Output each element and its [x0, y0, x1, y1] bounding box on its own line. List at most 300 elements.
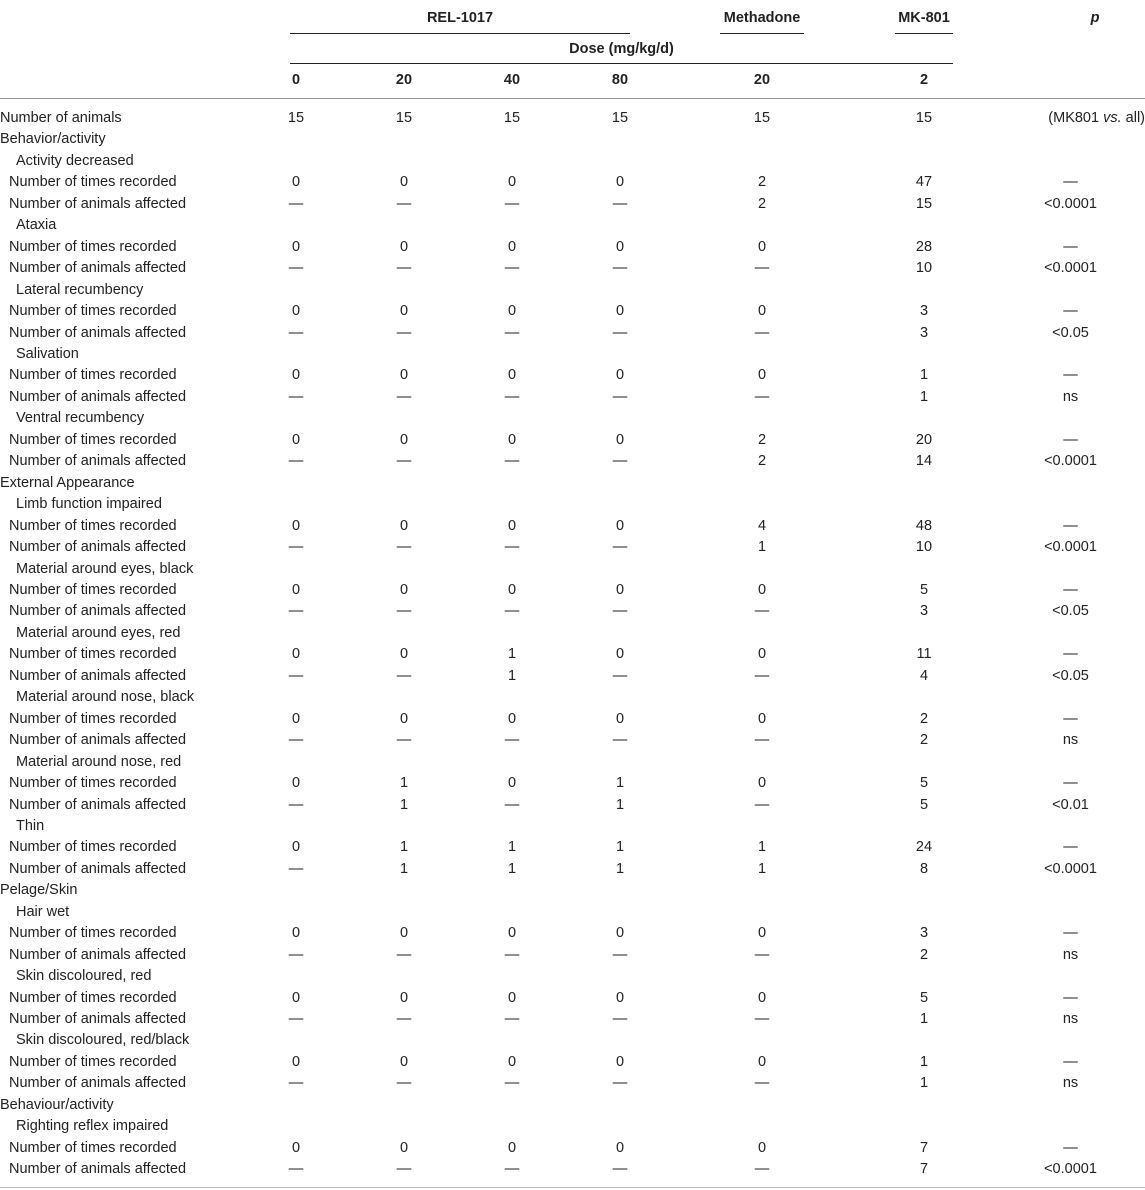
table-row	[0, 387, 1145, 408]
cell-value: 4	[919, 667, 929, 684]
cell-value	[852, 559, 996, 580]
dose-value: 0	[291, 72, 301, 88]
cell-value: —	[612, 1075, 628, 1092]
p-value	[996, 473, 1145, 494]
cell-value: 1	[757, 539, 767, 556]
cell-value: 0	[507, 710, 517, 727]
cell-value: —	[504, 732, 520, 749]
cell-value	[672, 408, 852, 429]
cell-value	[352, 215, 456, 236]
cell-value: —	[754, 1075, 770, 1092]
cell-value: —	[504, 324, 520, 341]
cell-value: 15	[395, 110, 413, 126]
category-row	[0, 129, 1145, 150]
row-label: Number of times recorded	[9, 989, 177, 1006]
cell-value: 1	[399, 860, 409, 877]
row-label: Number of animals affected	[9, 796, 187, 813]
row-label: Number of animals affected	[9, 946, 187, 963]
cell-value: 1	[919, 388, 929, 405]
cell-value: 0	[757, 238, 767, 255]
cell-value: 0	[399, 431, 409, 448]
cell-value	[352, 129, 456, 150]
cell-value: 48	[915, 517, 933, 534]
p-value: —	[1063, 581, 1078, 598]
table-row	[0, 601, 1145, 622]
cell-value	[672, 473, 852, 494]
cell-value: 1	[919, 367, 929, 384]
cell-value: —	[504, 603, 520, 620]
cell-value: 0	[399, 303, 409, 320]
cell-value: 3	[919, 603, 929, 620]
cell-value: 2	[757, 174, 767, 191]
p-value: —	[1063, 174, 1078, 191]
cell-value	[672, 623, 852, 644]
row-label: Skin discoloured, red	[16, 968, 152, 985]
cell-value: 0	[757, 1139, 767, 1156]
cell-value: 1	[399, 796, 409, 813]
row-label: Limb function impaired	[16, 496, 162, 513]
cell-value	[352, 1030, 456, 1051]
cell-value: 0	[507, 303, 517, 320]
row-label: Number of times recorded	[9, 775, 177, 792]
cell-value: 15	[753, 110, 771, 126]
cell-value	[240, 1095, 352, 1116]
category-row	[0, 1095, 1145, 1116]
cell-value: —	[396, 388, 412, 405]
table-row	[0, 773, 1145, 794]
p-value: <0.0001	[1044, 260, 1097, 277]
cell-value	[852, 1095, 996, 1116]
cell-value	[352, 344, 456, 365]
cell-value	[240, 1030, 352, 1051]
p-value: <0.0001	[1044, 453, 1097, 470]
p-value: ns	[1062, 388, 1079, 405]
table-row	[0, 1073, 1145, 1094]
cell-value: 3	[919, 303, 929, 320]
p-value	[996, 623, 1145, 644]
cell-value	[240, 1116, 352, 1137]
cell-value	[240, 408, 352, 429]
cell-value: —	[396, 667, 412, 684]
cell-value	[240, 623, 352, 644]
cell-value: 1	[399, 839, 409, 856]
p-value: <0.0001	[1044, 195, 1097, 212]
cell-value	[852, 880, 996, 901]
cell-value	[852, 280, 996, 301]
cell-value	[852, 473, 996, 494]
table-row	[0, 988, 1145, 1009]
subcategory-row	[0, 966, 1145, 987]
cell-value	[456, 344, 568, 365]
subcategory-row	[0, 559, 1145, 580]
cell-value: 1	[507, 860, 517, 877]
cell-value	[672, 1030, 852, 1051]
row-label: Skin discoloured, red/black	[16, 1032, 190, 1049]
row-label: Material around eyes, red	[16, 624, 181, 641]
cell-value	[568, 494, 672, 515]
cell-value: 0	[615, 710, 625, 727]
cell-value: 0	[291, 775, 301, 792]
cell-value: 47	[915, 174, 933, 191]
p-value	[996, 151, 1145, 172]
cell-value: —	[612, 667, 628, 684]
cell-value: —	[288, 1075, 304, 1092]
cell-value: 1	[399, 775, 409, 792]
methadone-underline	[720, 33, 804, 34]
cell-value: 0	[507, 989, 517, 1006]
cell-value: —	[754, 1161, 770, 1178]
row-label: Number of times recorded	[9, 367, 177, 384]
cell-value: —	[754, 260, 770, 277]
cell-value	[568, 752, 672, 773]
cell-value	[672, 816, 852, 837]
cell-value: 1	[919, 1075, 929, 1092]
subcategory-row	[0, 687, 1145, 708]
cell-value: —	[396, 946, 412, 963]
cell-value: 2	[757, 453, 767, 470]
cell-value	[568, 408, 672, 429]
table-bottom-rule	[0, 1187, 1145, 1188]
cell-value	[456, 816, 568, 837]
dose-value: 20	[395, 72, 413, 88]
cell-value: 0	[615, 303, 625, 320]
cell-value: 5	[919, 581, 929, 598]
cell-value: —	[754, 796, 770, 813]
cell-value	[852, 623, 996, 644]
cell-value	[456, 473, 568, 494]
cell-value: 0	[757, 367, 767, 384]
p-value: —	[1063, 710, 1078, 727]
cell-value: 0	[757, 646, 767, 663]
cell-value	[568, 280, 672, 301]
cell-value: 1	[615, 860, 625, 877]
cell-value: —	[288, 860, 304, 877]
p-value: —	[1063, 303, 1078, 320]
p-value: —	[1063, 367, 1078, 384]
cell-value: 1	[507, 667, 517, 684]
cell-value: 7	[919, 1139, 929, 1156]
cell-value: —	[396, 1161, 412, 1178]
cell-value: —	[504, 388, 520, 405]
header-mk801: MK-801	[898, 10, 950, 26]
table-row	[0, 923, 1145, 944]
cell-value	[352, 408, 456, 429]
cell-value: —	[396, 1011, 412, 1028]
table-row	[0, 194, 1145, 215]
cell-value	[568, 1116, 672, 1137]
cell-value: —	[612, 539, 628, 556]
cell-value: 0	[291, 303, 301, 320]
cell-value: 0	[399, 1053, 409, 1070]
table-row	[0, 537, 1145, 558]
cell-value: 0	[757, 775, 767, 792]
header-bottom-rule	[0, 98, 1145, 99]
cell-value	[852, 1030, 996, 1051]
cell-value: —	[288, 539, 304, 556]
cell-value	[672, 1095, 852, 1116]
p-value: —	[1063, 517, 1078, 534]
cell-value: 3	[919, 324, 929, 341]
cell-value: 0	[507, 517, 517, 534]
cell-value	[852, 816, 996, 837]
cell-value	[240, 966, 352, 987]
cell-value: —	[504, 1161, 520, 1178]
cell-value: 2	[919, 732, 929, 749]
cell-value: 2	[919, 710, 929, 727]
cell-value: —	[504, 796, 520, 813]
cell-value	[568, 559, 672, 580]
cell-value: 0	[291, 431, 301, 448]
rel1017-underline	[290, 33, 630, 34]
p-value	[996, 1095, 1145, 1116]
cell-value	[672, 752, 852, 773]
p-value: ns	[1062, 732, 1079, 749]
cell-value: —	[396, 732, 412, 749]
cell-value	[672, 687, 852, 708]
cell-value: 0	[291, 1053, 301, 1070]
dose-value: 20	[753, 72, 771, 88]
p-value	[996, 215, 1145, 236]
cell-value	[568, 151, 672, 172]
cell-value: 0	[291, 1139, 301, 1156]
cell-value: —	[396, 1075, 412, 1092]
table-row	[0, 451, 1145, 472]
p-value	[996, 752, 1145, 773]
cell-value: 0	[615, 367, 625, 384]
table-row	[0, 516, 1145, 537]
row-label: Number of animals affected	[9, 732, 187, 749]
row-label: Number of times recorded	[9, 517, 177, 534]
cell-value: —	[288, 453, 304, 470]
cell-value: 7	[919, 1161, 929, 1178]
cell-value	[456, 687, 568, 708]
cell-value: —	[288, 195, 304, 212]
cell-value: —	[754, 1011, 770, 1028]
cell-value: 0	[507, 431, 517, 448]
cell-value	[568, 129, 672, 150]
row-label: Number of animals affected	[9, 388, 187, 405]
row-label: Number of animals affected	[9, 260, 187, 277]
subcategory-row	[0, 280, 1145, 301]
p-value: —	[1063, 925, 1078, 942]
cell-value	[240, 880, 352, 901]
row-label: Number of animals affected	[9, 1011, 187, 1028]
cell-value	[568, 623, 672, 644]
cell-value: —	[754, 732, 770, 749]
cell-value: 1	[757, 839, 767, 856]
cell-value	[352, 623, 456, 644]
p-value: ns	[1062, 1075, 1079, 1092]
cell-value: 0	[399, 1139, 409, 1156]
cell-value: 1	[919, 1011, 929, 1028]
cell-value: 0	[615, 989, 625, 1006]
row-label: Number of animals affected	[9, 324, 187, 341]
cell-value	[240, 473, 352, 494]
cell-value	[456, 215, 568, 236]
row-label: Material around eyes, black	[16, 560, 194, 577]
table-row	[0, 237, 1145, 258]
cell-value: 0	[507, 238, 517, 255]
p-value: <0.0001	[1044, 539, 1097, 556]
table-row	[0, 301, 1145, 322]
cell-value: 0	[757, 710, 767, 727]
cell-value: —	[504, 1011, 520, 1028]
cell-value	[568, 966, 672, 987]
row-label: Number of times recorded	[9, 710, 177, 727]
cell-value	[852, 966, 996, 987]
cell-value: 0	[757, 303, 767, 320]
cell-value: —	[612, 388, 628, 405]
cell-value	[352, 280, 456, 301]
cell-value: 15	[915, 110, 933, 126]
cell-value: —	[396, 603, 412, 620]
p-value: ns	[1062, 1011, 1079, 1028]
cell-value: 5	[919, 989, 929, 1006]
cell-value: 0	[507, 1139, 517, 1156]
dose-value: 2	[919, 72, 929, 88]
p-value	[996, 408, 1145, 429]
cell-value: 0	[615, 174, 625, 191]
cell-value: 1	[507, 646, 517, 663]
cell-value: —	[612, 1011, 628, 1028]
cell-value	[352, 1095, 456, 1116]
p-value: —	[1063, 1139, 1078, 1156]
cell-value: 0	[615, 581, 625, 598]
cell-value: 1	[919, 1053, 929, 1070]
cell-value	[672, 966, 852, 987]
header-methadone: Methadone	[723, 10, 801, 26]
p-value: —	[1063, 839, 1078, 856]
cell-value	[352, 494, 456, 515]
p-value: —	[1063, 1053, 1078, 1070]
cell-value: 0	[399, 238, 409, 255]
header-dose-label: Dose (mg/kg/d)	[569, 41, 674, 57]
subcategory-row	[0, 494, 1145, 515]
cell-value: 0	[291, 710, 301, 727]
cell-value	[672, 215, 852, 236]
p-value: <0.0001	[1044, 860, 1097, 877]
table-row	[0, 172, 1145, 193]
cell-value: 0	[399, 646, 409, 663]
category-row	[0, 880, 1145, 901]
cell-value: —	[754, 388, 770, 405]
cell-value: —	[754, 324, 770, 341]
subcategory-row	[0, 1116, 1145, 1137]
cell-value: 0	[291, 646, 301, 663]
header-rel1017: REL-1017	[426, 10, 494, 26]
cell-value: 0	[757, 925, 767, 942]
cell-value: 0	[615, 1139, 625, 1156]
cell-value	[240, 129, 352, 150]
row-label: Number of times recorded	[9, 431, 177, 448]
p-value	[996, 1116, 1145, 1137]
cell-value	[456, 408, 568, 429]
cell-value: 0	[507, 174, 517, 191]
cell-value: 15	[287, 110, 305, 126]
table-row	[0, 1138, 1145, 1159]
cell-value: 2	[919, 946, 929, 963]
cell-value: 15	[915, 195, 933, 212]
header-p: p	[1090, 10, 1100, 26]
cell-value: —	[754, 603, 770, 620]
cell-value	[456, 902, 568, 923]
cell-value: 0	[291, 989, 301, 1006]
cell-value	[456, 966, 568, 987]
cell-value: —	[754, 667, 770, 684]
cell-value	[852, 1116, 996, 1137]
cell-value: 20	[915, 431, 933, 448]
p-value: —	[1063, 989, 1078, 1006]
cell-value	[240, 752, 352, 773]
p-value	[996, 280, 1145, 301]
cell-value: 0	[615, 646, 625, 663]
p-value	[996, 129, 1145, 150]
subcategory-row	[0, 1030, 1145, 1051]
cell-value	[240, 344, 352, 365]
cell-value: —	[288, 388, 304, 405]
row-label: Pelage/Skin	[0, 882, 78, 899]
row-label: Number of times recorded	[9, 1139, 177, 1156]
cell-value	[672, 902, 852, 923]
row-label: Behavior/activity	[0, 131, 106, 148]
cell-value: —	[396, 260, 412, 277]
cell-value: 1	[507, 839, 517, 856]
cell-value	[240, 151, 352, 172]
cell-value	[568, 473, 672, 494]
cell-value: —	[396, 453, 412, 470]
p-value: —	[1063, 775, 1078, 792]
p-value	[996, 559, 1145, 580]
table-row	[0, 837, 1145, 858]
cell-value: —	[288, 796, 304, 813]
cell-value: 3	[919, 925, 929, 942]
cell-value: —	[288, 603, 304, 620]
cell-value: 15	[503, 110, 521, 126]
p-value: —	[1063, 238, 1078, 255]
cell-value: 0	[399, 174, 409, 191]
subcategory-row	[0, 408, 1145, 429]
cell-value: 0	[615, 1053, 625, 1070]
row-label: Number of animals	[0, 110, 122, 126]
cell-value: —	[288, 1161, 304, 1178]
cell-value: 0	[399, 925, 409, 942]
cell-value: 11	[916, 646, 932, 663]
table-row	[0, 730, 1145, 751]
p-value	[996, 966, 1145, 987]
cell-value	[672, 151, 852, 172]
cell-value: —	[396, 539, 412, 556]
cell-value	[352, 966, 456, 987]
cell-value	[852, 408, 996, 429]
cell-value: —	[612, 603, 628, 620]
dose-value: 40	[503, 72, 521, 88]
cell-value: 0	[507, 367, 517, 384]
cell-value: 0	[615, 238, 625, 255]
table-row	[0, 859, 1145, 880]
cell-value	[852, 494, 996, 515]
row-label: Number of animals affected	[9, 1075, 187, 1092]
cell-value	[456, 1116, 568, 1137]
cell-value: 1	[615, 775, 625, 792]
row-label: Number of times recorded	[9, 303, 177, 320]
subcategory-row	[0, 902, 1145, 923]
cell-value: 0	[291, 925, 301, 942]
cell-value: —	[612, 946, 628, 963]
cell-value: 0	[615, 925, 625, 942]
cell-value	[240, 494, 352, 515]
table-row	[0, 709, 1145, 730]
cell-value	[672, 559, 852, 580]
